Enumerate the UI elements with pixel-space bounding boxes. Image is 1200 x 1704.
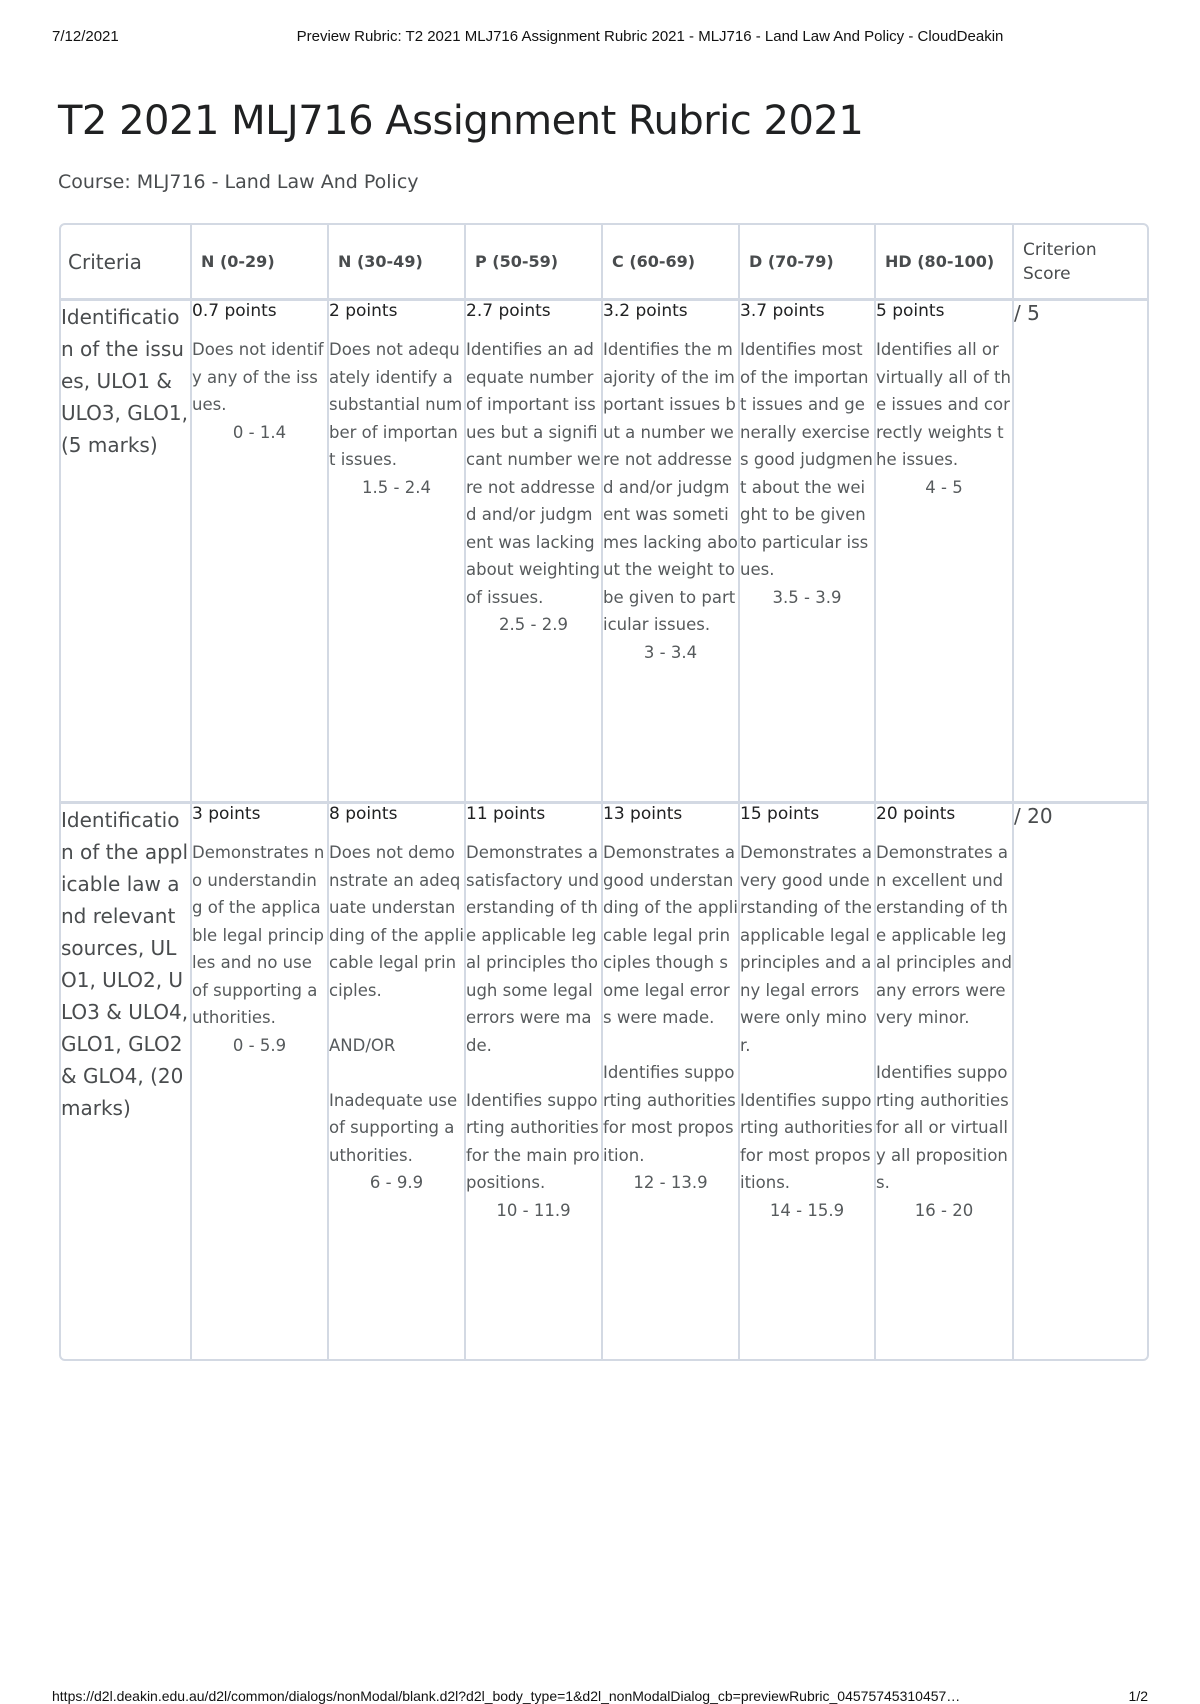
level-points: 3 points: [192, 804, 261, 824]
level-points: 20 points: [876, 804, 956, 824]
level-points: 3.7 points: [740, 301, 825, 321]
rubric-header-row: [61, 225, 1147, 300]
level-description: Identifies most of the important issues and generally exercises good judgment about the weight to be given to particular issues.: [740, 340, 873, 579]
level-range: 16 - 20: [914, 1200, 974, 1220]
rubric-title: T2 2021 MLJ716 Assignment Rubric 2021: [58, 98, 864, 144]
rubric-table: [61, 225, 1147, 1359]
level-cell: [602, 803, 739, 1360]
rubric-row: [61, 803, 1147, 1360]
level-points: 11 points: [466, 804, 546, 824]
level-header: N (0-29): [191, 225, 328, 300]
level-cell: [328, 803, 465, 1360]
level-header: D (70-79): [739, 225, 875, 300]
level-description: Identifies the majority of the important issues but a number were not addressed and/or judgment was sometimes lacking about the weight to be given to particular issues.: [603, 340, 738, 634]
level-points: 3.2 points: [603, 301, 688, 321]
level-description: Demonstrates a good understanding of the applicable legal principles though some legal errors were made. Identifies supporting authorities for most proposition.: [603, 843, 738, 1165]
level-description: Does not demonstrate an adequate understanding of the applicable legal principles. AND/OR Inadequate use of supporting authorities.: [329, 843, 464, 1165]
print-date: 7/12/2021: [52, 28, 119, 45]
level-points: 8 points: [329, 804, 398, 824]
level-range: 12 - 13.9: [633, 1173, 708, 1192]
print-url: https://d2l.deakin.edu.au/d2l/common/dialogs/nonModal/blank.d2l?d2l_body_type=1&d2l_nonModalDialog_cb=previewRubric_04575745310457…: [52, 1688, 961, 1704]
rubric-row: [61, 300, 1147, 803]
level-cell: [191, 300, 328, 803]
level-cell: [465, 300, 602, 803]
level-description: Identifies an adequate number of important issues but a significant number were not addressed and/or judgment was lacking about weighting of issues.: [466, 340, 601, 607]
level-range: 6 - 9.9: [369, 1173, 424, 1192]
level-range: 0 - 1.4: [232, 422, 287, 442]
level-range: 2.5 - 2.9: [499, 615, 568, 634]
level-description: Does not identify any of the issues.: [192, 340, 324, 414]
criterion-score: / 5: [1013, 300, 1147, 803]
level-points: 13 points: [603, 804, 683, 824]
criteria-column-header: Criteria: [61, 225, 191, 300]
print-header: [52, 28, 1148, 50]
page-number: 1/2: [1128, 1688, 1148, 1704]
level-cell: [602, 300, 739, 803]
level-range: 4 - 5: [925, 477, 963, 497]
level-cell: [875, 300, 1013, 803]
level-points: 5 points: [876, 301, 945, 321]
level-description: Demonstrates an excellent understanding of the applicable legal principles and any errors were very minor. Identifies supporting authorities for all or virtually all propositions.: [876, 843, 1012, 1192]
level-range: 0 - 5.9: [232, 1035, 287, 1055]
level-header: HD (80-100): [875, 225, 1013, 300]
level-description: Demonstrates no understanding of the applicable legal principles and no use of supporting authorities.: [192, 843, 325, 1027]
criterion-name: Identification of the issues, ULO1 & ULO3, GLO1, (5 marks): [61, 300, 191, 803]
level-description: Identifies all or virtually all of the issues and correctly weights the issues.: [876, 340, 1011, 469]
level-cell: [191, 803, 328, 1360]
criterion-score: / 20: [1014, 804, 1053, 828]
level-cell: [465, 803, 602, 1360]
level-header: P (50-59): [465, 225, 602, 300]
level-header: N (30-49): [328, 225, 465, 300]
level-range: 3 - 3.4: [643, 642, 698, 662]
level-cell: [739, 300, 875, 803]
level-range: 14 - 15.9: [769, 1200, 845, 1220]
rubric-table-container: [59, 223, 1149, 1361]
level-range: 3.5 - 3.9: [772, 587, 842, 607]
level-points: 2.7 points: [466, 301, 551, 321]
level-points: 0.7 points: [192, 301, 277, 321]
level-points: 15 points: [740, 804, 820, 824]
level-points: 2 points: [329, 301, 398, 321]
criterion-name: Identification of the applicable law and relevant sources, ULO1, ULO2, ULO3 & ULO4, GLO1, GLO2 & GLO4, (20 marks): [61, 803, 191, 1360]
level-range: 1.5 - 2.4: [362, 477, 431, 497]
level-cell: [328, 300, 465, 803]
course-label: Course: MLJ716 - Land Law And Policy: [58, 171, 419, 193]
level-cell: [875, 803, 1013, 1360]
print-page-title: Preview Rubric: T2 2021 MLJ716 Assignment Rubric 2021 - MLJ716 - Land Law And Policy - CloudDeakin: [296, 28, 1004, 45]
level-description: Does not adequately identify a substantial number of important issues.: [329, 340, 463, 469]
level-range: 10 - 11.9: [496, 1200, 571, 1220]
criterion-score-header: Criterion Score: [1013, 225, 1147, 300]
level-description: Demonstrates a satisfactory understanding of the applicable legal principles though some legal errors were made. Identifies supporting authorities for the main propositions.: [466, 843, 600, 1192]
level-header: C (60-69): [602, 225, 739, 300]
level-cell: [739, 803, 875, 1360]
level-description: Demonstrates a very good understanding of the applicable legal principles and any legal errors were only minor. Identifies supporting authorities for most propositions.: [740, 843, 873, 1192]
